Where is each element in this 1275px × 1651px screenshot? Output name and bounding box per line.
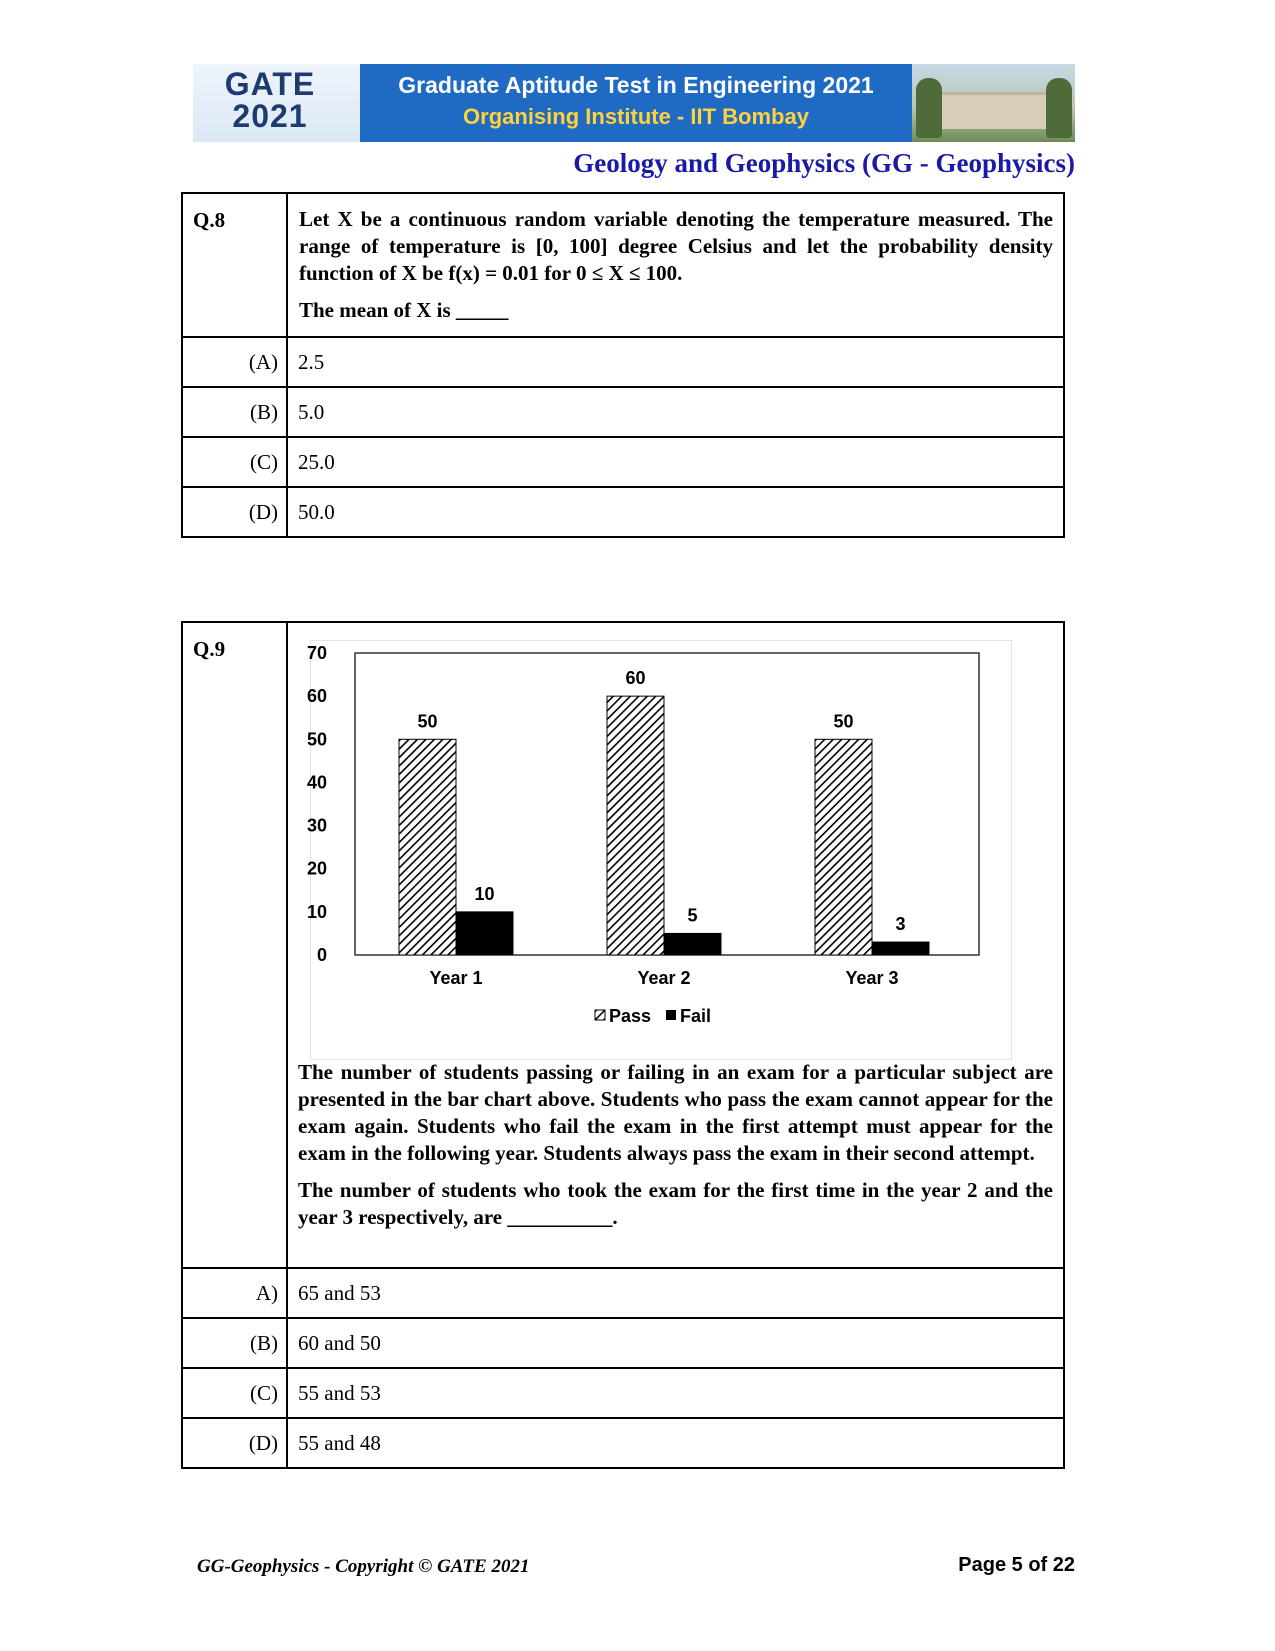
data-label-fail: 5: [687, 905, 698, 926]
exam-title: Graduate Aptitude Test in Engineering 2021: [398, 72, 874, 98]
legend-label-pass: Pass: [609, 1006, 652, 1026]
option-row[interactable]: [182, 1368, 1064, 1418]
data-label-fail: 10: [474, 883, 495, 904]
option-row[interactable]: [182, 437, 1064, 487]
legend-swatch-pass: [595, 1010, 605, 1020]
option-value: 60 and 50: [287, 1318, 1064, 1368]
header-banner: [193, 64, 1075, 142]
option-row[interactable]: [182, 387, 1064, 437]
y-tick-label: 30: [306, 815, 327, 836]
subject-title: Geology and Geophysics (GG - Geophysics): [573, 148, 1075, 178]
question-8-table: [181, 192, 1065, 538]
question-stem: Let X be a continuous random variable denoting the temperature measured. The range of temperature is [0, 100] degree Celsius and let the probability density function of X be f(x) = 0.01 for 0 ≤ X ≤ 100.: [299, 207, 1053, 285]
legend-swatch-fail: [666, 1010, 676, 1020]
option-row[interactable]: [182, 1418, 1064, 1468]
question-stem: The number of students passing or failing in an exam for a particular subject are presented in the bar chart above. Students who pass the exam cannot appear for the exam again. Students who fail the exam in the first attempt must appear for the exam in the following year. Students always pass the exam in their second attempt.: [298, 1060, 1053, 1165]
option-label: (D): [182, 1418, 287, 1468]
y-tick-label: 70: [306, 643, 327, 663]
bar-pass: [815, 739, 872, 955]
logo-line-1: GATE: [224, 66, 316, 102]
question-prompt: The mean of X is _____: [299, 298, 509, 322]
organising-institute: Organising Institute - IIT Bombay: [463, 104, 809, 129]
y-tick-label: 20: [306, 858, 327, 879]
y-tick-label: 0: [316, 945, 327, 965]
page-number: Page 5 of 22: [958, 1554, 1075, 1576]
y-tick-label: 50: [306, 729, 327, 750]
option-row[interactable]: [182, 337, 1064, 387]
bar-pass: [399, 739, 456, 955]
data-label-fail: 3: [895, 914, 906, 935]
bar-fail: [664, 933, 721, 955]
x-tick-label: Year 2: [637, 968, 691, 988]
option-value: 25.0: [287, 437, 1064, 487]
option-row[interactable]: [182, 1268, 1064, 1318]
bar-fail: [872, 942, 929, 955]
y-tick-label: 60: [306, 686, 327, 707]
banner-title-panel: [360, 64, 912, 142]
option-row[interactable]: [182, 1318, 1064, 1368]
logo-line-2: 2021: [232, 98, 308, 134]
y-tick-label: 10: [306, 901, 327, 922]
option-label: (B): [182, 1318, 287, 1368]
bar-chart: [306, 640, 1012, 1060]
question-prompt: The number of students who took the exam for the first time in the year 2 and the year 3 respectively, are __________.: [298, 1178, 1053, 1229]
option-value: 55 and 53: [287, 1368, 1064, 1418]
x-tick-label: Year 3: [845, 968, 899, 988]
option-value: 50.0: [287, 487, 1064, 537]
bar-chart-svg: [306, 641, 1011, 1059]
option-value: 5.0: [287, 387, 1064, 437]
legend-label-fail: Fail: [680, 1006, 712, 1026]
data-label-pass: 50: [833, 711, 854, 732]
option-label: (B): [182, 387, 287, 437]
question-number: Q.8: [182, 193, 287, 337]
option-label: (D): [182, 487, 287, 537]
bar-pass: [607, 696, 664, 955]
x-tick-label: Year 1: [429, 968, 483, 988]
option-value: 2.5: [287, 337, 1064, 387]
bar-fail: [456, 912, 513, 955]
option-label: (C): [182, 437, 287, 487]
y-tick-label: 40: [306, 772, 327, 793]
data-label-pass: 60: [625, 668, 646, 689]
data-label-pass: 50: [417, 711, 438, 732]
gate-logo: [193, 64, 360, 142]
option-value: 65 and 53: [287, 1268, 1064, 1318]
option-label: (C): [182, 1368, 287, 1418]
question-number: Q.9: [182, 622, 287, 1268]
option-label: (A): [182, 337, 287, 387]
campus-photo: [912, 64, 1075, 142]
option-row[interactable]: [182, 487, 1064, 537]
option-label: A): [182, 1268, 287, 1318]
footer-copyright: GG-Geophysics - Copyright © GATE 2021: [197, 1556, 530, 1577]
option-value: 55 and 48: [287, 1418, 1064, 1468]
